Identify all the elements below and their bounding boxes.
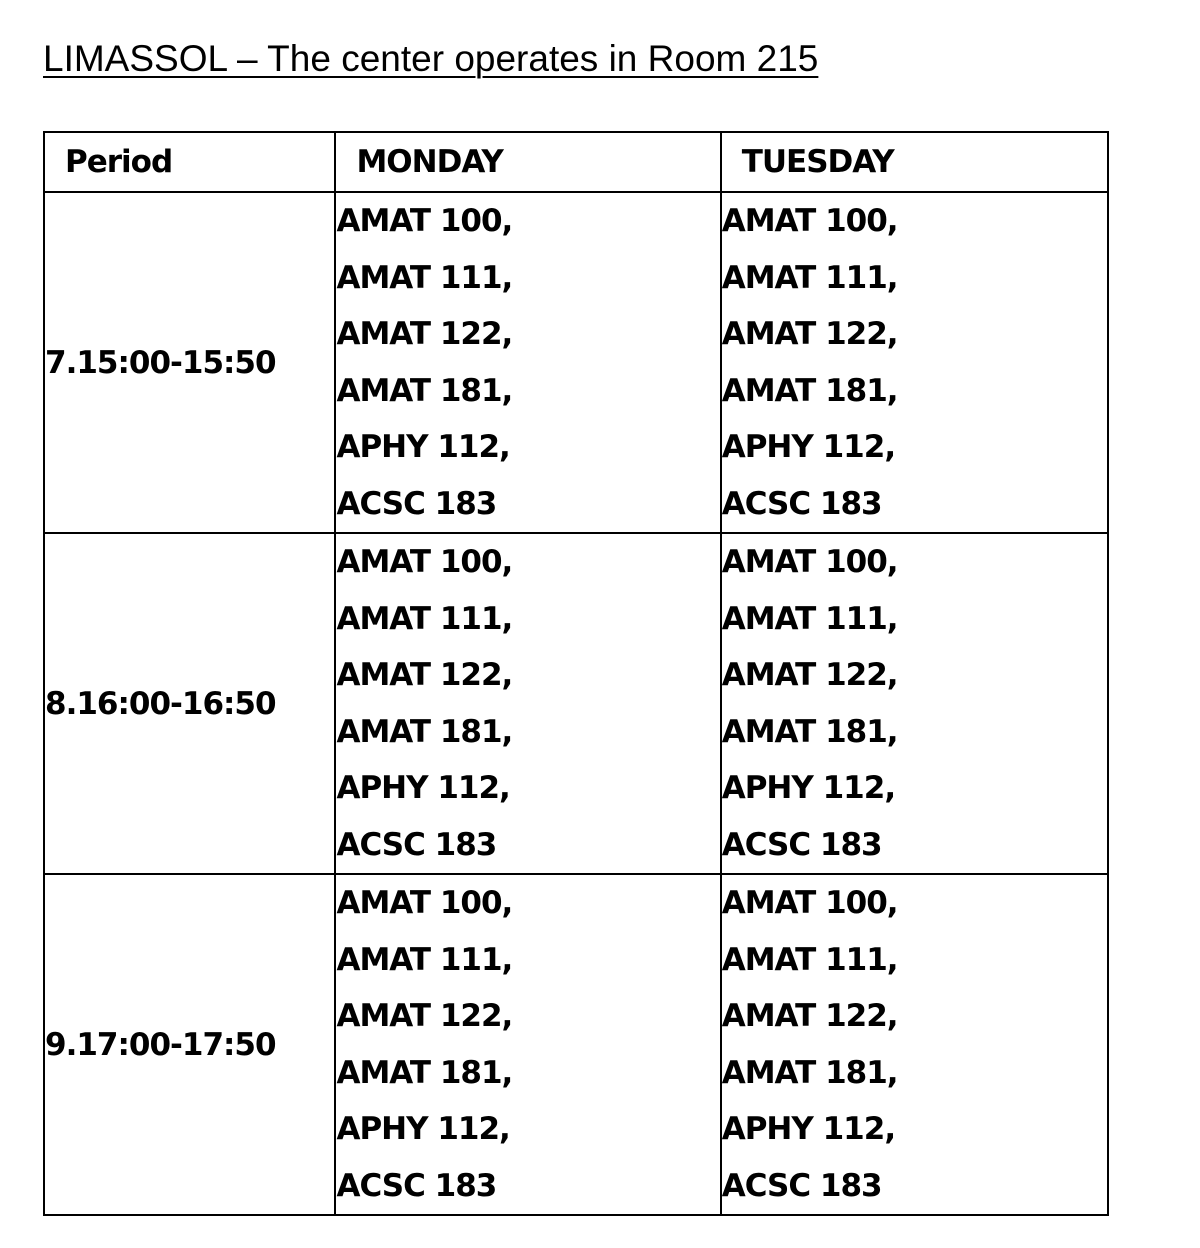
course-item: APHY 112, [721, 770, 896, 806]
course-item: AMAT 122, [721, 998, 898, 1034]
period-cell: 7.15:00-15:50 [44, 192, 335, 533]
course-item: AMAT 111, [721, 600, 898, 637]
course-item: AMAT 122, [336, 316, 513, 352]
course-item: AMAT 111, [336, 600, 513, 637]
tuesday-courses [721, 874, 1108, 1215]
course-item: AMAT 111, [721, 259, 898, 296]
header-tuesday: TUESDAY [721, 132, 1108, 192]
period-cell: 9.17:00-17:50 [44, 874, 335, 1215]
course-item: ACSC 183 [721, 485, 882, 522]
header-monday: MONDAY [335, 132, 720, 192]
page-title: LIMASSOL – The center operates in Room 215 [43, 38, 819, 79]
monday-courses [335, 874, 720, 1215]
course-item: APHY 112, [336, 770, 510, 806]
monday-courses [335, 192, 720, 533]
course-item: AMAT 122, [721, 657, 898, 693]
course-item: AMAT 122, [721, 316, 898, 352]
course-item: ACSC 183 [721, 826, 882, 863]
course-item: AMAT 100, [721, 544, 898, 580]
header-period: Period [44, 132, 335, 192]
course-item: AMAT 122, [336, 657, 513, 693]
tuesday-courses [721, 192, 1108, 533]
course-item: AMAT 111, [336, 941, 513, 978]
course-item: APHY 112, [721, 429, 896, 465]
table-row [44, 533, 1108, 874]
course-item: AMAT 100, [336, 203, 513, 239]
header-row [44, 132, 1108, 192]
course-item: APHY 112, [721, 1111, 896, 1147]
period-cell: 8.16:00-16:50 [44, 533, 335, 874]
course-item: ACSC 183 [336, 1167, 497, 1204]
course-item: AMAT 181, [721, 372, 898, 409]
course-item: AMAT 100, [336, 544, 513, 580]
course-item: ACSC 183 [336, 826, 497, 863]
table-row [44, 192, 1108, 533]
course-item: AMAT 100, [721, 885, 898, 921]
schedule-table [43, 131, 1109, 1216]
course-item: ACSC 183 [336, 485, 497, 522]
course-item: ACSC 183 [721, 1167, 882, 1204]
table-row [44, 874, 1108, 1215]
course-item: APHY 112, [336, 1111, 510, 1147]
course-item: AMAT 181, [721, 1054, 898, 1091]
course-item: AMAT 111, [721, 941, 898, 978]
course-item: AMAT 181, [336, 1054, 513, 1091]
course-item: AMAT 122, [336, 998, 513, 1034]
course-item: APHY 112, [336, 429, 510, 465]
course-item: AMAT 181, [336, 713, 513, 750]
course-item: AMAT 100, [336, 885, 513, 921]
course-item: AMAT 100, [721, 203, 898, 239]
course-item: AMAT 111, [336, 259, 513, 296]
tuesday-courses [721, 533, 1108, 874]
monday-courses [335, 533, 720, 874]
course-item: AMAT 181, [721, 713, 898, 750]
course-item: AMAT 181, [336, 372, 513, 409]
